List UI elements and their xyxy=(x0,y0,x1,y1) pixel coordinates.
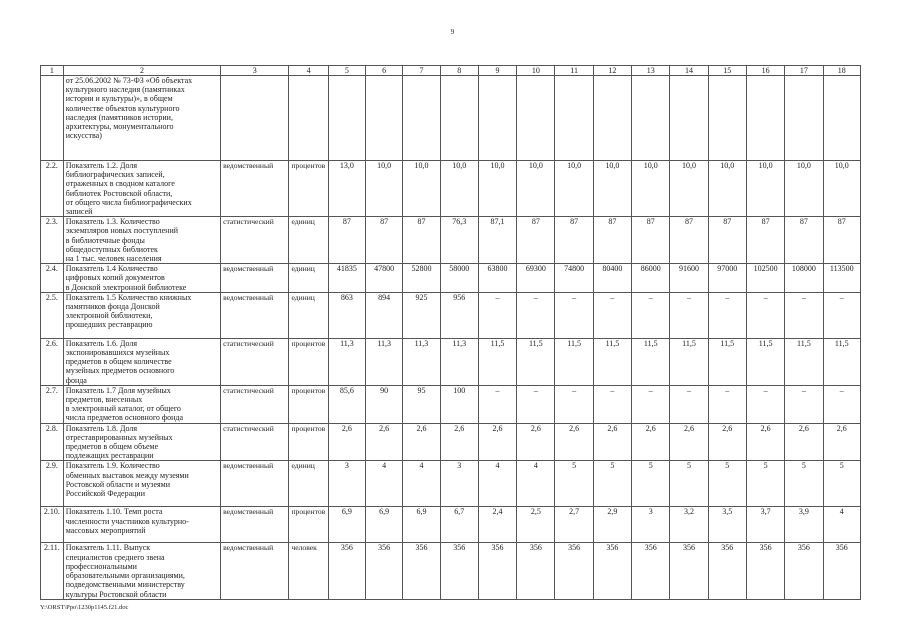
indicator-value: 356 xyxy=(366,543,403,599)
indicator-name xyxy=(63,385,220,423)
indicator-value: 2,6 xyxy=(632,423,670,461)
indicator-name-line: Ростовской области и музеями xyxy=(65,479,171,489)
indicator-value: 11,5 xyxy=(823,338,860,385)
column-number-cell: 3 xyxy=(221,66,289,76)
indicator-value: 3 xyxy=(328,461,365,507)
unit-of-measure: единиц xyxy=(289,264,328,293)
indicator-value: 6,9 xyxy=(328,507,365,543)
indicator-value: 87 xyxy=(746,217,784,264)
indicator-value xyxy=(517,76,555,161)
indicator-name-line: предметов, внесенных xyxy=(65,395,143,405)
indicator-name-line: отраженных в сводном каталоге xyxy=(65,179,175,189)
indicator-value: 894 xyxy=(366,292,403,338)
indicator-name xyxy=(63,543,220,599)
indicator-name-line: обменных выставок между музеями xyxy=(65,470,189,480)
indicator-value: – xyxy=(555,292,593,338)
indicator-value: 4 xyxy=(478,461,516,507)
table-row xyxy=(41,507,861,543)
indicator-name xyxy=(63,423,220,461)
indicator-value xyxy=(746,76,784,161)
indicator-value: 3,7 xyxy=(746,507,784,543)
indicator-value: 10,0 xyxy=(823,161,860,217)
indicator-name-line: Показатель 1.5 Количество книжных xyxy=(65,292,192,302)
indicator-name-line: Показатель 1.6. Доля xyxy=(65,338,138,348)
indicator-name-line: фонда xyxy=(65,375,87,385)
column-number-cell: 1 xyxy=(41,66,64,76)
indicator-value: 4 xyxy=(366,461,403,507)
column-number-cell: 10 xyxy=(517,66,555,76)
indicator-value: 10,0 xyxy=(478,161,516,217)
data-source: ведомственный xyxy=(221,292,289,338)
indicator-name-line: экземпляров новых поступлений xyxy=(65,226,179,236)
column-number-cell: 13 xyxy=(632,66,670,76)
indicator-value: 2,6 xyxy=(746,423,784,461)
indicator-name-line: Показатель 1.10. Темп роста xyxy=(65,507,163,517)
indicator-name-line: общедоступных библиотек xyxy=(65,244,158,254)
indicator-value: 90 xyxy=(366,385,403,423)
indicator-value: – xyxy=(670,292,708,338)
indicator-name-line: Показатель 1.8. Доля xyxy=(65,423,138,433)
indicator-value: – xyxy=(708,385,746,423)
indicator-value: – xyxy=(823,385,860,423)
indicator-value xyxy=(403,76,440,161)
indicator-value: 87 xyxy=(670,217,708,264)
indicator-value: 11,5 xyxy=(708,338,746,385)
indicator-value: 11,5 xyxy=(593,338,631,385)
data-source: ведомственный xyxy=(221,161,289,217)
indicator-value: – xyxy=(478,385,516,423)
indicator-value xyxy=(708,76,746,161)
indicator-value: 2,6 xyxy=(670,423,708,461)
indicator-name-line: Показатель 1.9. Количество xyxy=(65,461,160,471)
indicator-value: 356 xyxy=(670,543,708,599)
indicator-value: 108000 xyxy=(785,264,823,293)
indicator-value: 10,0 xyxy=(593,161,631,217)
unit-of-measure: процентов xyxy=(289,385,328,423)
indicator-value: 356 xyxy=(517,543,555,599)
indicator-value xyxy=(593,76,631,161)
indicator-value: 863 xyxy=(328,292,365,338)
indicator-name-line: истории и культуры)», в общем xyxy=(65,94,173,104)
indicator-name-line: памятников фонда Донской xyxy=(65,302,160,312)
indicator-value: 3 xyxy=(440,461,478,507)
row-number: 2.8. xyxy=(41,423,64,461)
file-path-footer: Y:\ORST\Ppo\1230p1145.f21.doc xyxy=(40,604,129,611)
indicator-value: 356 xyxy=(403,543,440,599)
indicator-name-line: Показатель 1.7 Доля музейных xyxy=(65,385,171,395)
indicator-value: 6,7 xyxy=(440,507,478,543)
unit-of-measure: процентов xyxy=(289,423,328,461)
data-source: ведомственный xyxy=(221,264,289,293)
indicator-value: 2,9 xyxy=(593,507,631,543)
indicator-name xyxy=(63,292,220,338)
indicator-value: 2,6 xyxy=(403,423,440,461)
indicator-value: 956 xyxy=(440,292,478,338)
indicator-value: 11,5 xyxy=(746,338,784,385)
indicator-value: 87 xyxy=(555,217,593,264)
indicator-value: 97000 xyxy=(708,264,746,293)
indicator-value: – xyxy=(785,385,823,423)
indicator-name xyxy=(63,507,220,543)
indicator-value: 356 xyxy=(785,543,823,599)
indicator-name-line: экспонировавшихся музейных xyxy=(65,348,170,358)
indicator-value: 356 xyxy=(708,543,746,599)
indicator-value: 356 xyxy=(823,543,860,599)
indicator-name-line: цифровых копий документов xyxy=(65,273,165,283)
row-number: 2.7. xyxy=(41,385,64,423)
column-number-cell: 14 xyxy=(670,66,708,76)
indicator-value xyxy=(328,76,365,161)
indicator-name-line: Показатель 1.11. Выпуск xyxy=(65,543,151,553)
indicator-value: 95 xyxy=(403,385,440,423)
column-number-cell: 4 xyxy=(289,66,328,76)
indicator-value: – xyxy=(708,292,746,338)
row-number: 2.10. xyxy=(41,507,64,543)
column-number-cell: 9 xyxy=(478,66,516,76)
indicator-value: 74800 xyxy=(555,264,593,293)
indicator-value: 11,3 xyxy=(328,338,365,385)
indicator-value: – xyxy=(632,292,670,338)
column-number-cell: 5 xyxy=(328,66,365,76)
indicator-value: 100 xyxy=(440,385,478,423)
indicator-name-line: в электронный каталог, от общего xyxy=(65,404,181,414)
indicator-value xyxy=(785,76,823,161)
column-number-cell: 2 xyxy=(63,66,220,76)
indicator-value: 6,9 xyxy=(403,507,440,543)
row-number xyxy=(41,76,64,161)
indicator-value: 86000 xyxy=(632,264,670,293)
indicator-value: 87 xyxy=(823,217,860,264)
indicator-value: 10,0 xyxy=(632,161,670,217)
indicator-value xyxy=(632,76,670,161)
data-source: ведомственный xyxy=(221,507,289,543)
indicator-name xyxy=(63,76,220,161)
column-number-cell: 11 xyxy=(555,66,593,76)
indicator-value: 2,7 xyxy=(555,507,593,543)
row-number: 2.5. xyxy=(41,292,64,338)
indicator-name-line: Показатель 1.3. Количество xyxy=(65,217,160,227)
indicator-value: 47800 xyxy=(366,264,403,293)
indicator-value: 4 xyxy=(403,461,440,507)
table-row xyxy=(41,264,861,293)
indicator-value xyxy=(366,76,403,161)
indicator-name xyxy=(63,161,220,217)
indicator-value: 91600 xyxy=(670,264,708,293)
indicator-value: 10,0 xyxy=(517,161,555,217)
column-number-cell: 18 xyxy=(823,66,860,76)
column-number-cell: 12 xyxy=(593,66,631,76)
indicator-value: 5 xyxy=(593,461,631,507)
indicator-value: 85,6 xyxy=(328,385,365,423)
indicator-name-line: профессиональными xyxy=(65,561,137,571)
indicator-value: 5 xyxy=(555,461,593,507)
indicator-value: 11,5 xyxy=(478,338,516,385)
indicator-value: 2,6 xyxy=(708,423,746,461)
indicator-value: 2,6 xyxy=(517,423,555,461)
unit-of-measure: процентов xyxy=(289,338,328,385)
indicator-name-line: отреставрированных музейных xyxy=(65,432,173,442)
indicator-value: – xyxy=(593,385,631,423)
indicator-value: 58000 xyxy=(440,264,478,293)
indicator-name xyxy=(63,461,220,507)
table-row xyxy=(41,292,861,338)
indicator-value: 356 xyxy=(328,543,365,599)
indicator-value: 11,3 xyxy=(403,338,440,385)
indicator-value: 356 xyxy=(746,543,784,599)
indicator-value: 10,0 xyxy=(708,161,746,217)
indicator-name-line: Показатель 1.2. Доля xyxy=(65,161,138,170)
indicator-value: 11,5 xyxy=(555,338,593,385)
table-row xyxy=(41,161,861,217)
table-row xyxy=(41,423,861,461)
indicator-value: 87 xyxy=(785,217,823,264)
indicator-value: 87 xyxy=(517,217,555,264)
indicator-name-line: в библиотечные фонды xyxy=(65,235,145,245)
indicator-value: 10,0 xyxy=(555,161,593,217)
column-number-cell: 17 xyxy=(785,66,823,76)
indicator-value: 356 xyxy=(632,543,670,599)
row-number: 2.2. xyxy=(41,161,64,217)
indicator-value: 356 xyxy=(593,543,631,599)
indicator-value xyxy=(478,76,516,161)
column-number-cell: 15 xyxy=(708,66,746,76)
indicator-value: 80400 xyxy=(593,264,631,293)
data-source: статистический xyxy=(221,385,289,423)
indicator-value: 925 xyxy=(403,292,440,338)
indicator-value: 5 xyxy=(785,461,823,507)
indicator-value: 4 xyxy=(517,461,555,507)
column-number-cell: 16 xyxy=(746,66,784,76)
column-number-row xyxy=(41,66,861,76)
indicator-name-line: специалистов среднего звена xyxy=(65,552,165,562)
indicator-value: 2,6 xyxy=(593,423,631,461)
unit-of-measure: единиц xyxy=(289,461,328,507)
row-number: 2.3. xyxy=(41,217,64,264)
data-source: статистический xyxy=(221,338,289,385)
indicator-value: 11,3 xyxy=(366,338,403,385)
indicator-name-line: от общего числа библиографических xyxy=(65,197,192,207)
indicator-value: 2,6 xyxy=(555,423,593,461)
column-number-cell: 7 xyxy=(403,66,440,76)
indicator-name xyxy=(63,338,220,385)
indicator-value: 5 xyxy=(708,461,746,507)
indicator-value: 5 xyxy=(632,461,670,507)
indicator-value: 10,0 xyxy=(366,161,403,217)
indicator-name-line: архитектуры, монументального xyxy=(65,122,174,132)
indicator-value: – xyxy=(517,292,555,338)
column-number-cell: 8 xyxy=(440,66,478,76)
unit-of-measure xyxy=(289,76,328,161)
indicator-value: 2,6 xyxy=(328,423,365,461)
data-source xyxy=(221,76,289,161)
indicator-name-line: количестве объектов культурного xyxy=(65,103,180,113)
indicator-value: – xyxy=(517,385,555,423)
indicator-value: – xyxy=(746,385,784,423)
indicator-value: – xyxy=(746,292,784,338)
data-source: ведомственный xyxy=(221,543,289,599)
indicator-name-line: подведомственными министерству xyxy=(65,580,185,590)
indicator-name-line: записей xyxy=(65,207,93,217)
indicator-value: 356 xyxy=(478,543,516,599)
indicator-value: 11,5 xyxy=(632,338,670,385)
indicator-value: 10,0 xyxy=(746,161,784,217)
indicator-name-line: в Донской электронной библиотеке xyxy=(65,282,187,292)
indicator-value: 2,5 xyxy=(517,507,555,543)
indicator-value: 3,5 xyxy=(708,507,746,543)
data-source: статистический xyxy=(221,217,289,264)
indicators-table xyxy=(40,65,861,600)
indicator-name-line: наследия (памятников истории, xyxy=(65,112,173,122)
indicator-value: 76,3 xyxy=(440,217,478,264)
indicator-value: 13,0 xyxy=(328,161,365,217)
unit-of-measure: единиц xyxy=(289,217,328,264)
data-source: статистический xyxy=(221,423,289,461)
indicator-name-line: предметов в общем объеме xyxy=(65,442,159,452)
indicator-name-line: культурного наследия (памятниках xyxy=(65,85,185,95)
row-number: 2.9. xyxy=(41,461,64,507)
indicator-value: – xyxy=(593,292,631,338)
indicator-value: 87,1 xyxy=(478,217,516,264)
indicator-name-line: электронной библиотеки, xyxy=(65,311,153,321)
indicator-name-line: числа предметов основного фонда xyxy=(65,413,183,423)
indicator-value: 2,4 xyxy=(478,507,516,543)
indicator-name-line: на 1 тыс. человек населения xyxy=(65,254,162,264)
indicator-value: 41835 xyxy=(328,264,365,293)
indicator-value: 87 xyxy=(366,217,403,264)
indicator-value: 2,6 xyxy=(440,423,478,461)
indicator-value: 52800 xyxy=(403,264,440,293)
indicator-value xyxy=(440,76,478,161)
indicator-value: 11,5 xyxy=(670,338,708,385)
indicator-value: 356 xyxy=(440,543,478,599)
indicator-value: 63800 xyxy=(478,264,516,293)
indicator-name-line: библиотек Ростовской области, xyxy=(65,188,173,198)
indicator-name-line: подлежащих реставрации xyxy=(65,451,154,461)
indicator-value: 2,6 xyxy=(785,423,823,461)
indicator-name-line: образовательными организациями, xyxy=(65,571,185,581)
indicator-value xyxy=(823,76,860,161)
indicator-value: 5 xyxy=(670,461,708,507)
indicator-name xyxy=(63,217,220,264)
indicator-value: 69300 xyxy=(517,264,555,293)
table-row xyxy=(41,461,861,507)
indicator-value: 2,6 xyxy=(823,423,860,461)
indicator-name-line: культуры Ростовской области xyxy=(65,589,167,599)
table-row xyxy=(41,76,861,161)
row-number: 2.11. xyxy=(41,543,64,599)
indicator-name-line: численности участников культурно- xyxy=(65,516,189,526)
page-number: 9 xyxy=(450,28,455,36)
indicator-value: 2,6 xyxy=(366,423,403,461)
column-number-cell: 6 xyxy=(366,66,403,76)
indicator-value: 10,0 xyxy=(670,161,708,217)
indicator-value: 3,9 xyxy=(785,507,823,543)
indicator-value: 87 xyxy=(708,217,746,264)
indicator-name-line: Российской Федерации xyxy=(65,489,145,499)
table-row xyxy=(41,543,861,599)
indicator-value xyxy=(670,76,708,161)
indicator-name-line: искусства) xyxy=(65,131,102,141)
indicator-value: – xyxy=(823,292,860,338)
indicator-value: 4 xyxy=(823,507,860,543)
indicator-name-line: массовых мероприятий xyxy=(65,525,146,535)
indicator-value: 3,2 xyxy=(670,507,708,543)
unit-of-measure: процентов xyxy=(289,507,328,543)
indicator-value: – xyxy=(632,385,670,423)
indicator-value: 87 xyxy=(328,217,365,264)
indicator-name xyxy=(63,264,220,293)
indicator-value: 11,5 xyxy=(517,338,555,385)
indicator-name-line: прошедших реставрацию xyxy=(65,320,153,330)
unit-of-measure: человек xyxy=(289,543,328,599)
data-source: ведомственный xyxy=(221,461,289,507)
indicator-value: 87 xyxy=(403,217,440,264)
indicator-value: 3 xyxy=(632,507,670,543)
indicator-value: 10,0 xyxy=(785,161,823,217)
table-row xyxy=(41,217,861,264)
indicator-value: 11,3 xyxy=(440,338,478,385)
unit-of-measure: процентов xyxy=(289,161,328,217)
indicator-value: 356 xyxy=(555,543,593,599)
indicator-value: 11,5 xyxy=(785,338,823,385)
indicator-value: 5 xyxy=(746,461,784,507)
indicator-value: 10,0 xyxy=(440,161,478,217)
indicator-name-line: библиографических записей, xyxy=(65,170,165,180)
row-number: 2.6. xyxy=(41,338,64,385)
indicator-value: 102500 xyxy=(746,264,784,293)
indicator-value: – xyxy=(785,292,823,338)
indicator-name-line: музейных предметов основного xyxy=(65,366,175,376)
indicator-name-line: Показатель 1.4 Количество xyxy=(65,264,158,274)
indicator-value: – xyxy=(478,292,516,338)
indicator-value: 87 xyxy=(632,217,670,264)
unit-of-measure: единиц xyxy=(289,292,328,338)
indicator-value: – xyxy=(555,385,593,423)
indicator-value xyxy=(555,76,593,161)
indicator-value: 6,9 xyxy=(366,507,403,543)
row-number: 2.4. xyxy=(41,264,64,293)
indicator-name-line: от 25.06.2002 № 73-ФЗ «Об объектах xyxy=(65,76,193,85)
indicator-name-line: предметов в общем количестве xyxy=(65,357,172,367)
table-row xyxy=(41,338,861,385)
indicator-value: – xyxy=(670,385,708,423)
indicator-value: 5 xyxy=(823,461,860,507)
indicator-value: 10,0 xyxy=(403,161,440,217)
indicator-value: 113500 xyxy=(823,264,860,293)
indicator-value: 2,6 xyxy=(478,423,516,461)
indicator-value: 87 xyxy=(593,217,631,264)
table-row xyxy=(41,385,861,423)
